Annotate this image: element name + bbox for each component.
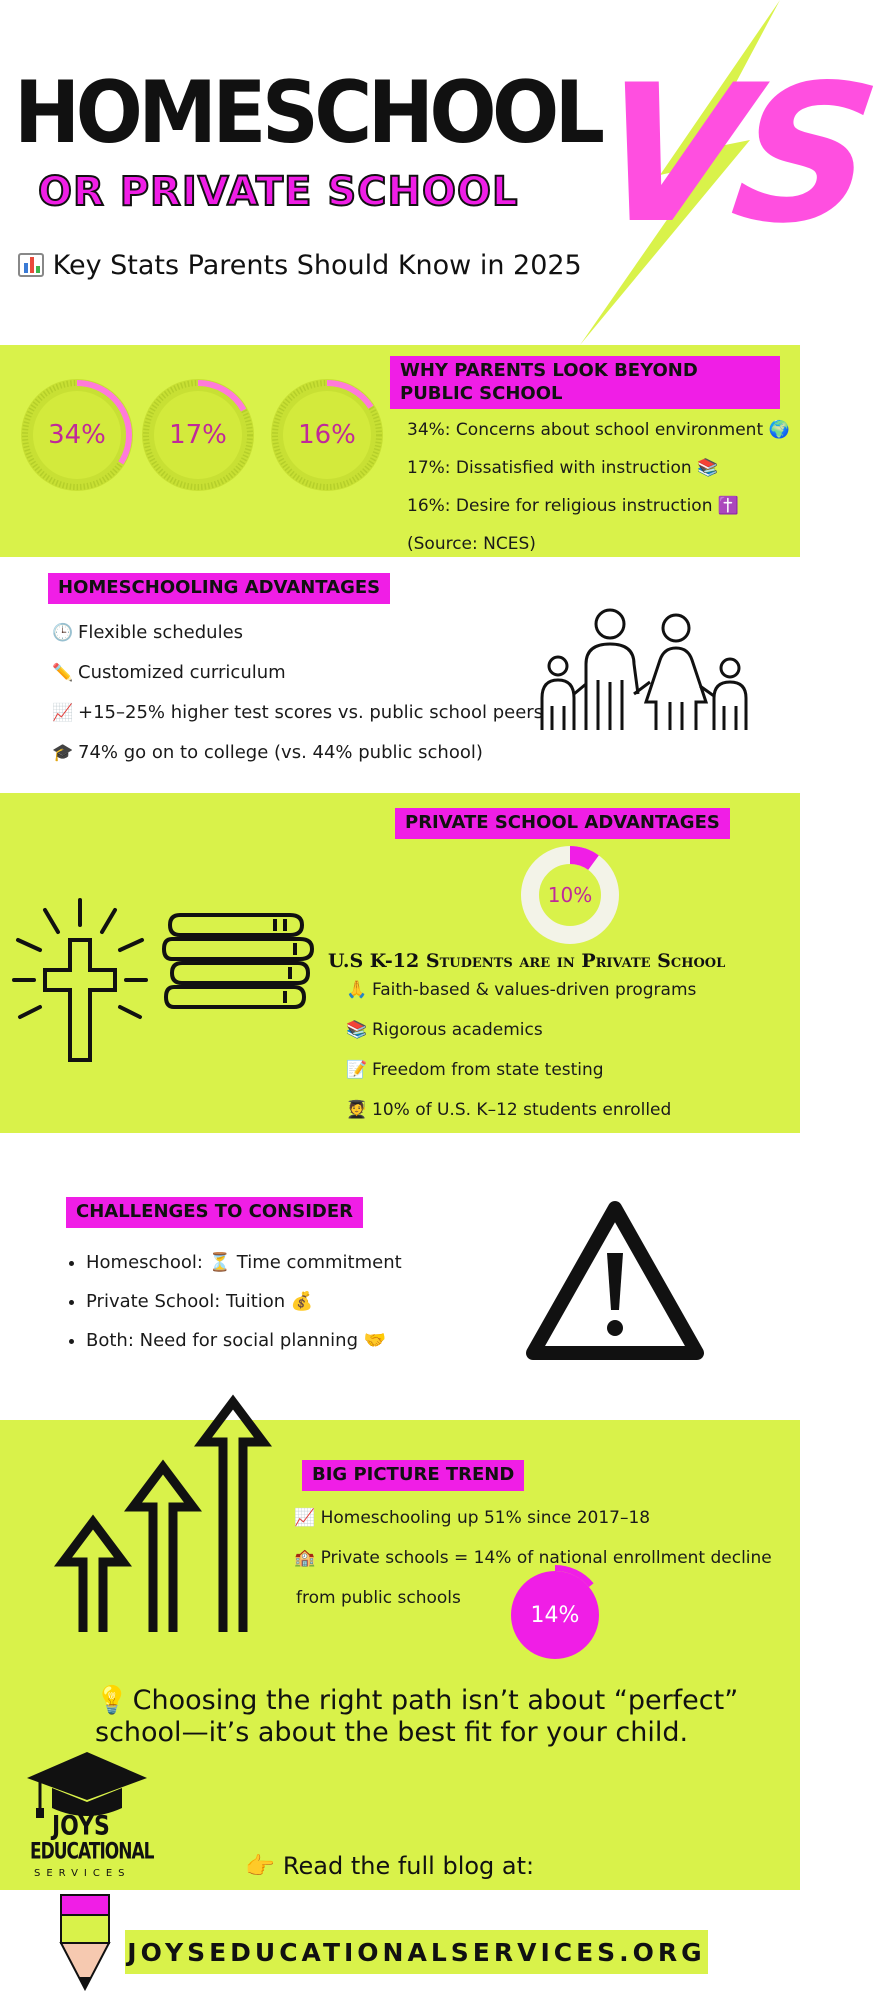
closing-quote: 💡 Choosing the right path isn’t about “perfect” school—it’s about the best fit for your child.: [95, 1685, 739, 1749]
why-heading: WHY PARENTS LOOK BEYOND PUBLIC SCHOOL: [390, 356, 780, 409]
donut-label: 10%: [547, 883, 593, 907]
private-item: 📚 Rigorous academics: [346, 1020, 543, 1040]
private-item: 🙏 Faith-based & values-driven programs: [346, 980, 697, 1000]
why-item: 17%: Dissatisfied with instruction 📚: [407, 458, 719, 478]
homeschool-item: ✏️ Customized curriculum: [52, 662, 286, 683]
why-item: 34%: Concerns about school environment 🌍: [407, 420, 790, 440]
student-icon: 🧑‍🎓: [346, 1100, 368, 1120]
challenge-item: • Homeschool: ⏳ Time commitment: [86, 1252, 402, 1273]
private-donut: [520, 845, 620, 945]
trend-item: 🏫 Private schools = 14% of national enrollment decline: [294, 1548, 772, 1568]
private-item: 📝 Freedom from state testing: [346, 1060, 604, 1080]
mortarboard-icon: [22, 1750, 152, 1820]
ring-label: 17%: [169, 420, 227, 450]
private-item: 🧑‍🎓 10% of U.S. K–12 students enrolled: [346, 1100, 672, 1120]
trend-heading: BIG PICTURE TREND: [302, 1460, 524, 1491]
challenges-list: [86, 1252, 402, 1365]
page-title: HOMESCHOOL: [14, 63, 601, 163]
stat-ring-34: [17, 375, 137, 495]
chart-up-icon: 📈: [52, 703, 74, 723]
challenge-item: • Private School: Tuition 💰: [86, 1291, 402, 1312]
cross-icon: [10, 895, 150, 1065]
trend-donut: [505, 1565, 605, 1665]
praying-hands-icon: 🙏: [346, 980, 368, 1000]
stat-ring-17: [138, 375, 258, 495]
stats-line: Key Stats Parents Should Know in 2025: [18, 250, 582, 281]
donut-label: 14%: [530, 1602, 580, 1628]
warning-icon: [525, 1198, 705, 1363]
homeschool-heading: HOMESCHOOLING ADVANTAGES: [48, 573, 390, 604]
books-icon: [160, 905, 320, 1025]
logo-line-3: SERVICES: [34, 1868, 131, 1879]
private-stat-caption: U.S K-12 Students are in Private School: [328, 950, 726, 972]
clock-icon: 🕒: [52, 623, 74, 643]
memo-icon: 📝: [346, 1060, 368, 1080]
lightbulb-icon: 💡: [95, 1685, 129, 1716]
logo-line-2: EDUCATIONAL: [30, 1839, 154, 1865]
read-more-line: 👉 Read the full blog at:: [245, 1852, 535, 1880]
homeschool-item: 🕒 Flexible schedules: [52, 622, 244, 643]
growth-arrows-icon: [48, 1372, 288, 1637]
pointing-hand-icon: 👉: [245, 1852, 275, 1880]
chart-icon: [18, 253, 44, 277]
private-heading: PRIVATE SCHOOL ADVANTAGES: [395, 808, 730, 839]
family-icon: [538, 602, 748, 732]
ring-label: 16%: [298, 420, 356, 450]
pencil-icon: ✏️: [52, 663, 74, 683]
trend-item: 📈 Homeschooling up 51% since 2017–18: [294, 1508, 651, 1528]
homeschool-item: 🎓 74% go on to college (vs. 44% public school): [52, 742, 483, 763]
stat-ring-16: [267, 375, 387, 495]
source-note: (Source: NCES): [407, 534, 536, 554]
trend-item-cont: from public schools: [296, 1588, 461, 1608]
vs-text: VS: [584, 44, 880, 265]
joys-logo: [22, 1750, 152, 1890]
ring-label: 34%: [48, 420, 106, 450]
logo-line-1: JOYS: [52, 1811, 110, 1842]
books-small-icon: 📚: [346, 1020, 368, 1040]
challenge-item: • Both: Need for social planning 🤝: [86, 1330, 402, 1351]
website-url[interactable]: JOYSEDUCATIONALSERVICES.ORG: [125, 1930, 708, 1974]
graduation-cap-icon: 🎓: [52, 743, 74, 763]
why-item: 16%: Desire for religious instruction ✝️: [407, 496, 740, 516]
pencil-icon: [55, 1893, 115, 1993]
homeschool-item: 📈 +15–25% higher test scores vs. public school peers: [52, 702, 544, 723]
challenges-heading: CHALLENGES TO CONSIDER: [66, 1197, 363, 1228]
header: [0, 0, 880, 345]
page-subtitle: OR PRIVATE SCHOOL: [38, 169, 519, 215]
